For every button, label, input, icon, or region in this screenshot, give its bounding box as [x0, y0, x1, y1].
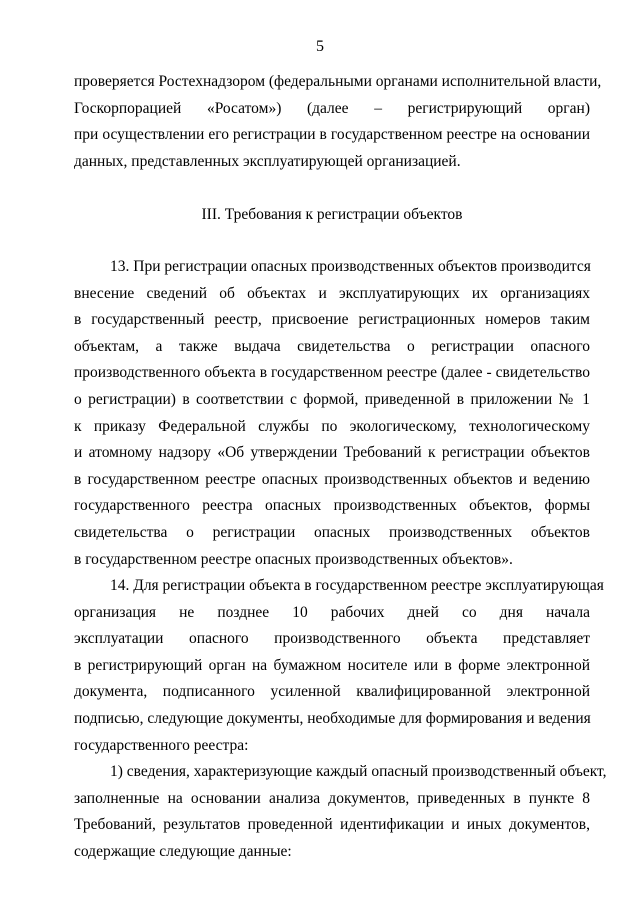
- text-line: проверяется Ростехнадзором (федеральными органами исполнительной власти,: [74, 73, 602, 90]
- text-line: государственного реестра опасных производственных объектов, формы: [74, 497, 590, 515]
- text-line: производственного объекта в государственном реестре (далее - свидетельство: [74, 364, 590, 382]
- text-line: 14. Для регистрации объекта в государственном реестре эксплуатирующая: [110, 577, 604, 594]
- paragraph-14: [74, 573, 604, 759]
- text-line: государственного реестра:: [74, 736, 249, 754]
- text-line: в регистрирующий орган на бумажном носителе или в форме электронной: [74, 656, 590, 674]
- text-line: и атомному надзору «Об утверждении Требований к регистрации объектов: [74, 444, 590, 462]
- text-line: эксплуатации опасного производственного объекта представляет: [74, 630, 590, 648]
- section-heading: III. Требования к регистрации объектов: [201, 206, 463, 223]
- text-line: организация не позднее 10 рабочих дней со дня начала: [74, 603, 590, 621]
- text-line: в государственный реестр, присвоение регистрационных номеров таким: [74, 311, 590, 329]
- text-line: к приказу Федеральной службы по экологическому, технологическому: [74, 417, 590, 435]
- text-line: заполненные на основании анализа документов, приведенных в пункте 8: [74, 789, 590, 807]
- text-line: в государственном реестре опасных производственных объектов и ведению: [74, 470, 590, 488]
- list-item-1: [74, 759, 607, 865]
- text-line: о регистрации) в соответствии с формой, приведенной в приложении № 1: [74, 390, 590, 408]
- text-line: в государственном реестре опасных производственных объектов».: [74, 550, 513, 568]
- text-line: 1) сведения, характеризующие каждый опасный производственный объект,: [110, 763, 607, 780]
- text-line: объектам, а также выдача свидетельства о регистрации опасного: [74, 337, 590, 355]
- paragraph-13: [74, 254, 590, 573]
- text-line: документа, подписанного усиленной квалифицированной электронной: [74, 683, 590, 701]
- text-line: внесение сведений об объектах и эксплуатирующих их организациях: [74, 284, 590, 302]
- text-line: подписью, следующие документы, необходимые для формирования и ведения: [74, 709, 591, 727]
- text-line: при осуществлении его регистрации в государственном реестре на основании: [74, 126, 590, 144]
- text-line: 13. При регистрации опасных производственных объектов производится: [110, 258, 591, 275]
- text-line: данных, представленных эксплуатирующей организацией.: [74, 152, 461, 170]
- text-line: Госкорпорацией «Росатом») (далее – регистрирующий орган): [74, 99, 590, 117]
- text-line: свидетельства о регистрации опасных производственных объектов: [74, 523, 590, 541]
- text-line: содержащие следующие данные:: [74, 842, 292, 860]
- text-line: Требований, результатов проведенной идентификации и иных документов,: [74, 816, 590, 834]
- intro-paragraph: [74, 69, 602, 175]
- page-number: 5: [316, 38, 324, 55]
